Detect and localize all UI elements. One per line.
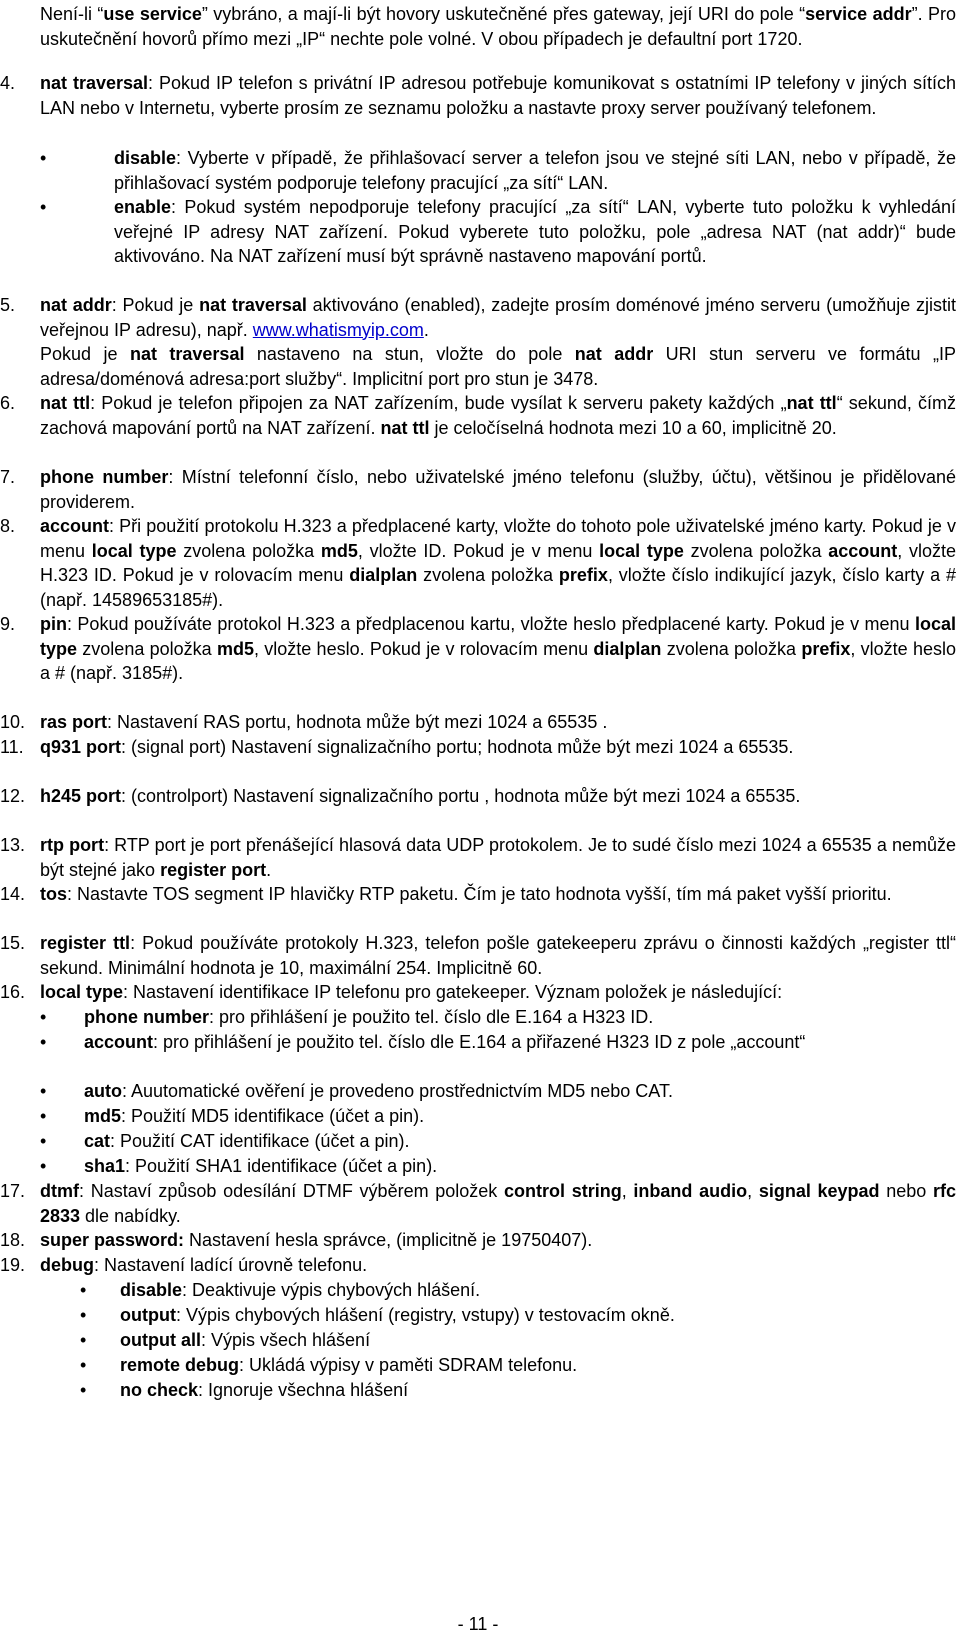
bullet-icon: • — [40, 1081, 47, 1101]
item-number: 14. — [0, 884, 26, 904]
intro-paragraph: Není-li “use service” vybráno, a mají-li být hovory uskutečněné přes gateway, její URI do pole “service addr”. Pro uskutečnění hovorů přímo mezi „IP“ nechte pole volné. V obou případech je defaultní port 1720. — [40, 4, 957, 49]
list-item-19: 19. debug: Nastavení ladící úrovně telefonu. — [0, 1253, 956, 1278]
bullet-icon: • — [80, 1380, 87, 1400]
item-number: 5. — [0, 295, 16, 315]
list-item-6: 6. nat ttl: Pokud je telefon připojen za NAT zařízením, bude vysílat k serveru pakety každých „nat ttl“ sekund, čímž zachová mapování portů na NAT zařízení. nat ttl je celočíselná hodnota mezi 10 a 60, implicitně 20. — [0, 393, 956, 438]
item-number: 4. — [0, 73, 16, 93]
list-item-13: 13. rtp port: RTP port je port přenášející hlasová data UDP protokolem. Je to sudé číslo mezi 1024 a 65535 a nemůže být stejné jako register port. — [0, 835, 956, 880]
list-item-17: 17. dtmf: Nastaví způsob odesílání DTMF výběrem položek control string, inband audio, signal keypad nebo rfc 2833 dle nabídky. — [0, 1181, 957, 1226]
item-number: 19. — [0, 1255, 26, 1275]
list-item-16: 16. local type: Nastavení identifikace IP telefonu pro gatekeeper. Význam položek je následující: — [0, 980, 956, 1005]
list-item-7: 7. phone number: Místní telefonní číslo, nebo uživatelské jméno telefonu (služby, účtu), většinou je přidělované providerem. — [0, 467, 957, 512]
item-number: 13. — [0, 835, 26, 855]
bullet-icon: • — [40, 148, 47, 168]
bullet-item-remote-debug: • remote debug: Ukládá výpisy v paměti SDRAM telefonu. — [80, 1353, 956, 1378]
item-number: 17. — [0, 1181, 26, 1201]
bullet-item-account: • account: pro přihlášení je použito tel. číslo dle E.164 a přiřazené H323 ID z pole „account“ — [40, 1030, 956, 1055]
item-number: 15. — [0, 933, 26, 953]
bullet-icon: • — [40, 1106, 47, 1126]
item-number: 7. — [0, 467, 16, 487]
list-item-8: 8. account: Při použití protokolu H.323 a předplacené karty, vložte do tohoto pole uživatelské jméno karty. Pokud je v menu local type zvolena položka md5, vložte ID. Pokud je v menu local type zvolena položka account, vložte H.323 ID. Pokud je v rolovacím menu dialplan zvolena položka prefix, vložte číslo indikující jazyk, číslo karty a # (např. 14589653185#). — [0, 516, 957, 610]
item-number: 8. — [0, 516, 16, 536]
item-number: 11. — [0, 737, 24, 757]
item-number: 9. — [0, 614, 16, 634]
bullet-item-cat: • cat: Použití CAT identifikace (účet a pin). — [40, 1129, 956, 1154]
list-item-4: 4. nat traversal: Pokud IP telefon s privátní IP adresou potřebuje komunikovat s ostatními IP telefony v jiných sítích LAN nebo v Internetu, vyberte prosím ze seznamu položku a nastavte proxy server používaný telefonem. — [0, 73, 956, 118]
bullet-item-phone-number: • phone number: pro přihlášení je použito tel. číslo dle E.164 a H323 ID. — [40, 1005, 956, 1030]
list-item-15: 15. register ttl: Pokud používáte protokoly H.323, telefon pošle gatekeeperu zprávu o činnosti každých „register ttl“ sekund. Minimální hodnota je 10, maximální 254. Implicitně 60. — [0, 933, 956, 978]
bullet-item-md5: • md5: Použití MD5 identifikace (účet a pin). — [40, 1104, 956, 1129]
bullet-icon: • — [40, 1007, 47, 1027]
bullet-icon: • — [80, 1330, 87, 1350]
bullet-item-sha1: • sha1: Použití SHA1 identifikace (účet a pin). — [40, 1154, 956, 1179]
item-number: 10. — [0, 712, 26, 732]
item-number: 18. — [0, 1230, 26, 1250]
bullet-icon: • — [40, 1156, 47, 1176]
bullet-item-debug-output: • output: Výpis chybových hlášení (registry, vstupy) v testovacím okně. — [80, 1303, 956, 1328]
bullet-icon: • — [40, 197, 47, 217]
bullet-item-nat-disable: • disable: Vyberte v případě, že přihlašovací server a telefon jsou ve stejné síti LAN, nebo v případě, že přihlašovací systém podporuje telefony pracující „za sítí“ LAN. — [40, 148, 956, 193]
bullet-icon: • — [40, 1131, 47, 1151]
item-number: 16. — [0, 982, 26, 1002]
list-item-5: 5. nat addr: Pokud je nat traversal aktivováno (enabled), zadejte prosím doménové jméno serveru (umožňuje zjistit veřejnou IP adresu), např. www.whatismyip.com. — [0, 295, 956, 340]
list-item-18: 18. super password: Nastavení hesla správce, (implicitně je 19750407). — [0, 1228, 956, 1253]
page-number: - 11 - — [457, 1614, 499, 1634]
list-item-14: 14. tos: Nastavte TOS segment IP hlavičky RTP paketu. Čím je tato hodnota vyšší, tím má paket vyšší prioritu. — [0, 882, 956, 907]
bullet-icon: • — [80, 1305, 87, 1325]
item-5-continuation: Pokud je nat traversal nastaveno na stun, vložte do pole nat addr URI stun serveru ve formátu „IP adresa/doménová adresa:port služby“. Implicitní port pro stun je 3478. — [40, 344, 956, 389]
list-item-9: 9. pin: Pokud používáte protokol H.323 a předplacenou kartu, vložte heslo předplacené karty. Pokud je v menu local type zvolena položka md5, vložte heslo. Pokud je v rolovacím menu dialplan zvolena položka prefix, vložte heslo a # (např. 3185#). — [0, 614, 956, 683]
bullet-item-nat-enable: • enable: Pokud systém nepodporuje telefony pracující „za sítí“ LAN, vyberte tuto položku k vyhledání veřejné IP adresy NAT zařízení. Pokud vyberete tuto položku, pole „adresa NAT (nat addr)“ bude aktivováno. Na NAT zařízení musí být správně nastaveno mapování portů. — [40, 197, 956, 266]
list-item-10: 10. ras port: Nastavení RAS portu, hodnota může být mezi 1024 a 65535 . — [0, 710, 956, 735]
bullet-item-auto: • auto: Auutomatické ověření je provedeno prostřednictvím MD5 nebo CAT. — [40, 1079, 956, 1104]
bullet-icon: • — [40, 1032, 47, 1052]
whatismyip-link[interactable]: www.whatismyip.com — [252, 319, 424, 340]
list-item-11: 11. q931 port: (signal port) Nastavení signalizačního portu; hodnota může být mezi 1024 a 65535. — [0, 735, 956, 760]
list-item-12: 12. h245 port: (controlport) Nastavení signalizačního portu , hodnota může být mezi 1024 a 65535. — [0, 784, 956, 809]
bullet-icon: • — [80, 1280, 87, 1300]
bullet-icon: • — [80, 1355, 87, 1375]
bullet-item-debug-output-all: • output all: Výpis všech hlášení — [80, 1328, 956, 1353]
item-number: 6. — [0, 393, 16, 413]
item-number: 12. — [0, 786, 26, 806]
bullet-item-debug-disable: • disable: Deaktivuje výpis chybových hlášení. — [80, 1278, 956, 1303]
bullet-item-no-check: • no check: Ignoruje všechna hlášení — [80, 1378, 956, 1403]
